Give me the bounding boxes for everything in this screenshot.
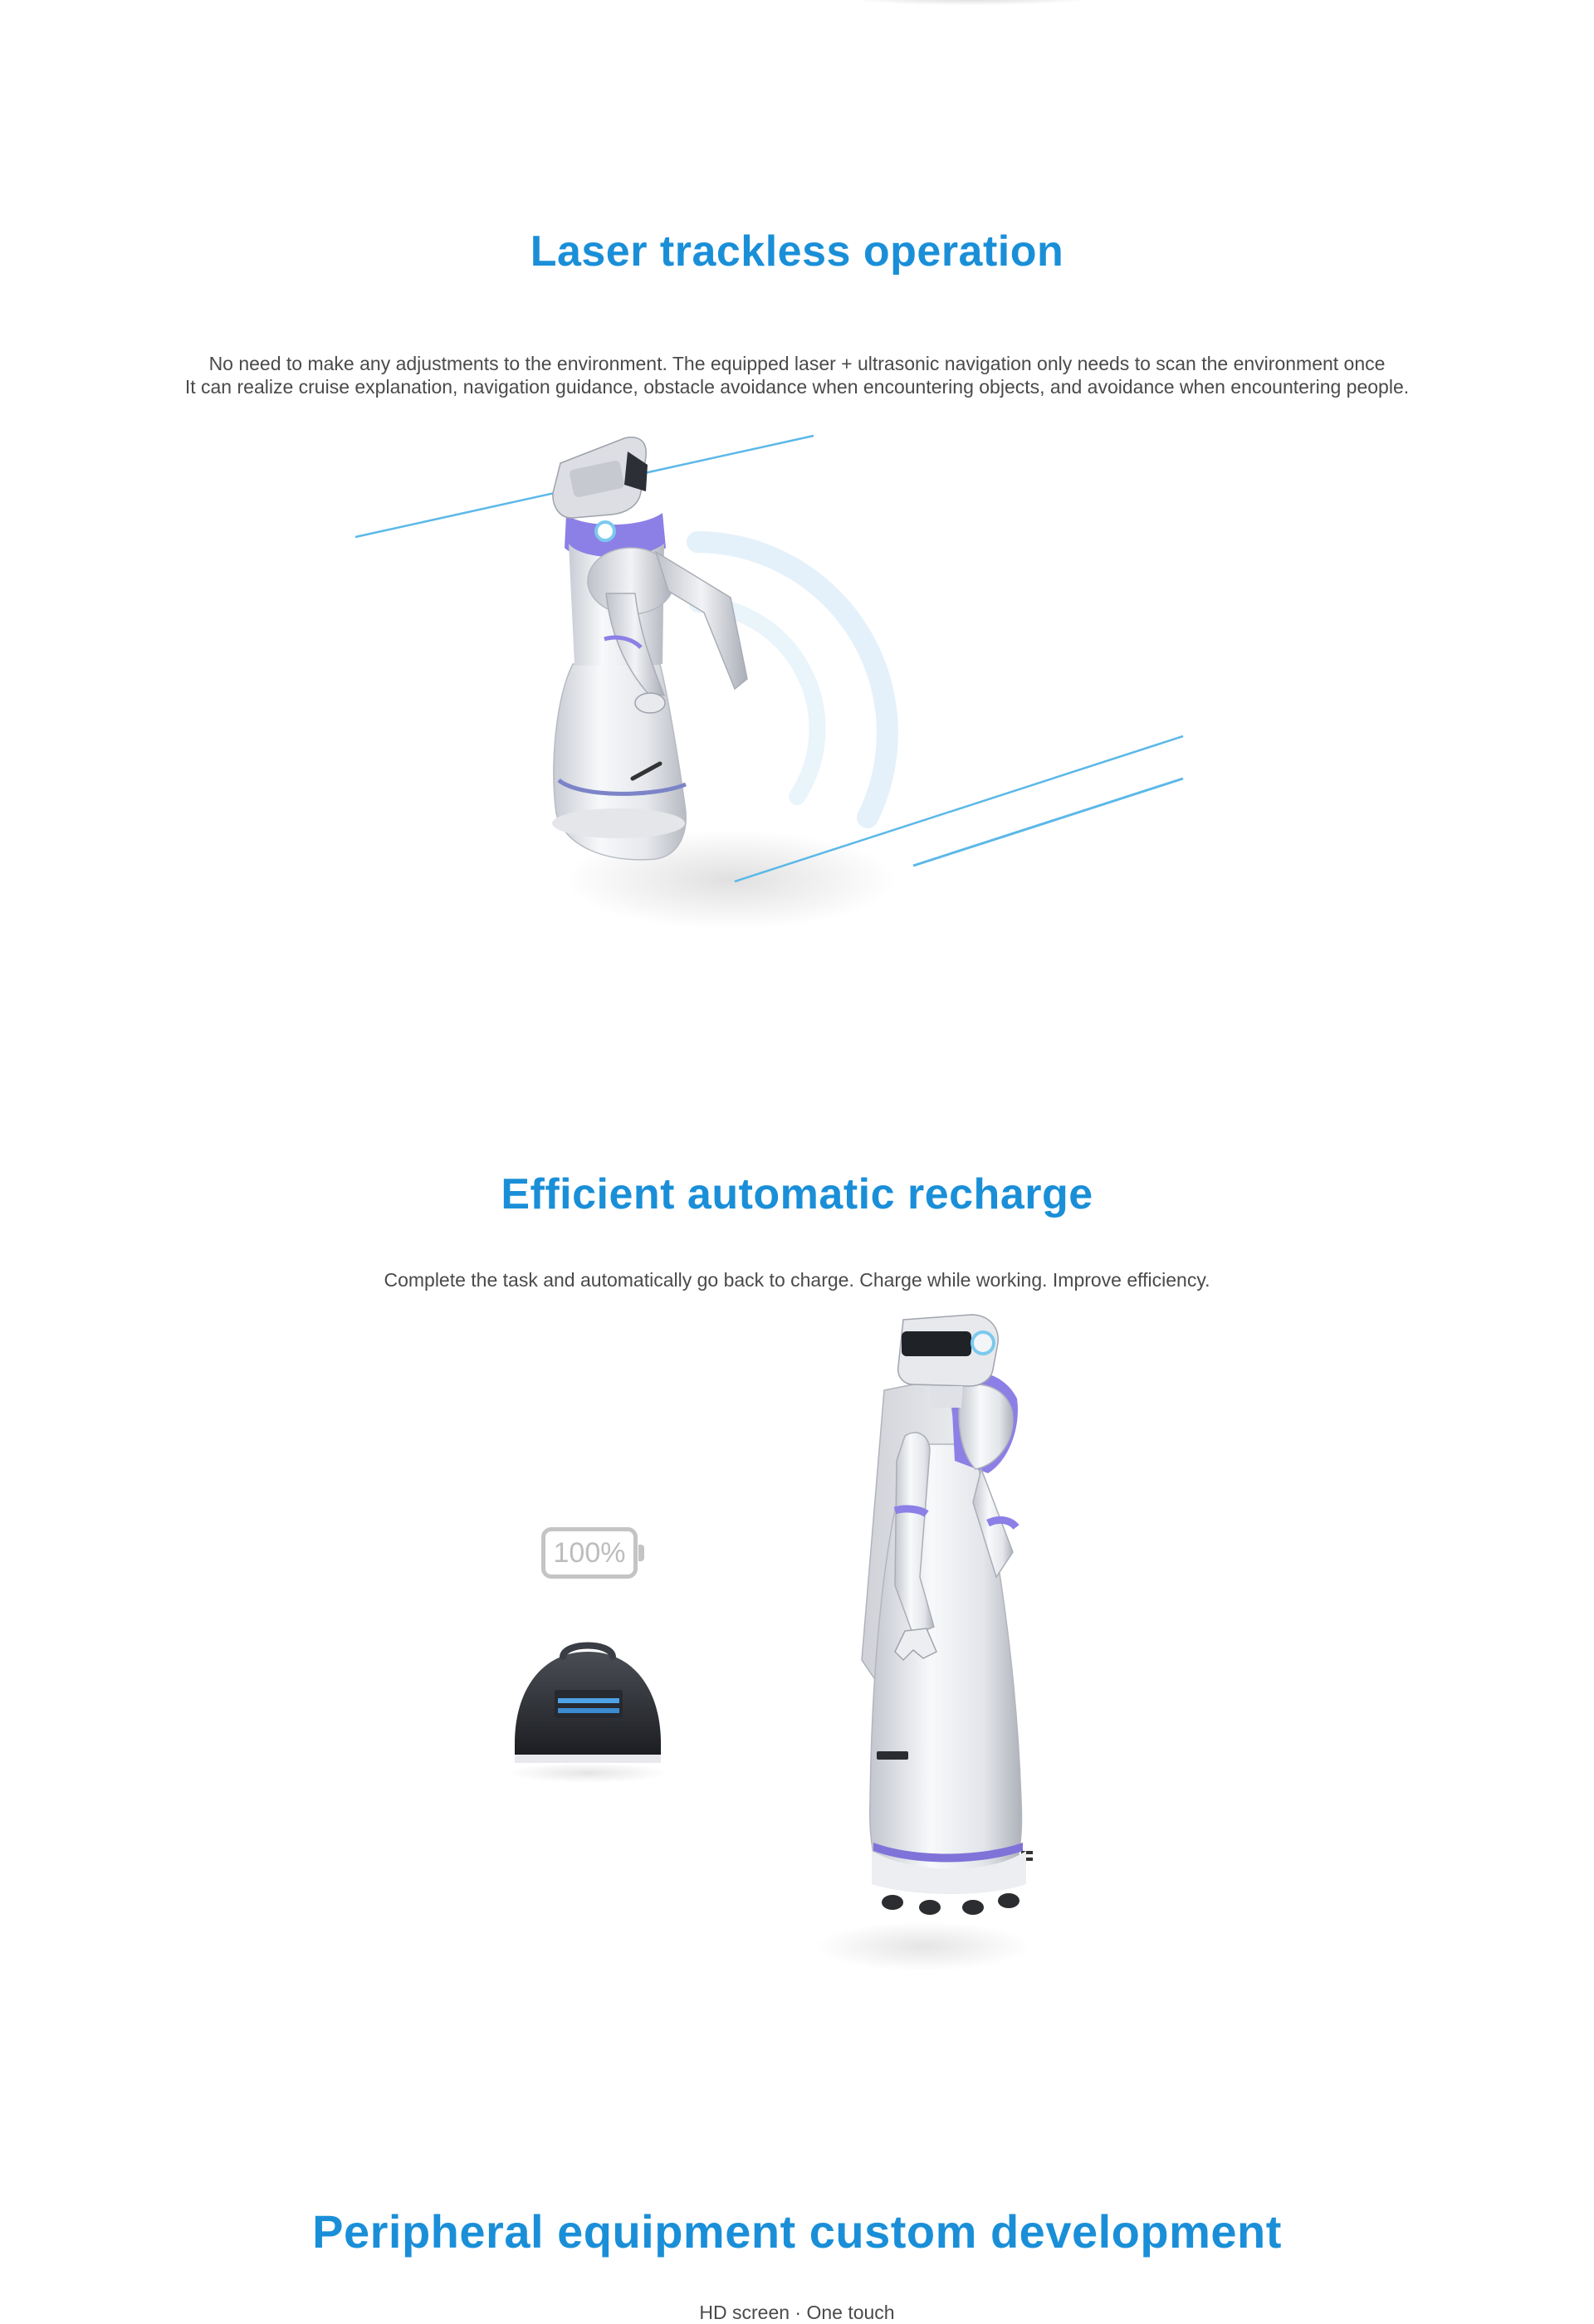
recharge-description: Complete the task and automatically go back to charge. Charge while working. Improve efficiency. [384,1269,1210,1291]
peripheral-subtitle: HD screen · One touch [699,2302,895,2323]
robot-standing [815,1315,1033,1971]
laser-line-bottom-1 [735,736,1183,881]
recharge-section-title: Efficient automatic recharge [501,1170,1093,1218]
robot-eye-sensor-2 [972,1332,994,1354]
robot-arm [656,552,747,689]
laser-navigation-illustration [332,415,1245,1013]
robot-visor [902,1331,971,1356]
robot-wheel [882,1895,903,1910]
laser-description-line-1: No need to make any adjustments to the environment. The equipped laser + ultrasonic navigation only needs to scan the environment once [208,353,1386,374]
laser-description-line-2: It can realize cruise explanation, navigation guidance, obstacle avoidance when encountering objects, and avoidance when encountering people. [184,376,1410,398]
robot-eye-sensor [596,522,614,540]
battery-label: 100% [553,1537,626,1569]
robot-hand [635,693,665,713]
robot-shoulder-2 [959,1384,1013,1469]
ultrasonic-wave-outer [697,542,887,818]
robot-base [552,808,685,838]
peripheral-section-title: Peripheral equipment custom development [312,2205,1282,2258]
laser-section-title: Laser trackless operation [530,227,1064,276]
charging-dock [508,1646,667,1784]
top-shadow [847,0,1096,5]
dock-charging-contacts [558,1698,619,1703]
recharge-illustration [465,1303,1212,1984]
laser-line-bottom-2 [913,779,1183,866]
